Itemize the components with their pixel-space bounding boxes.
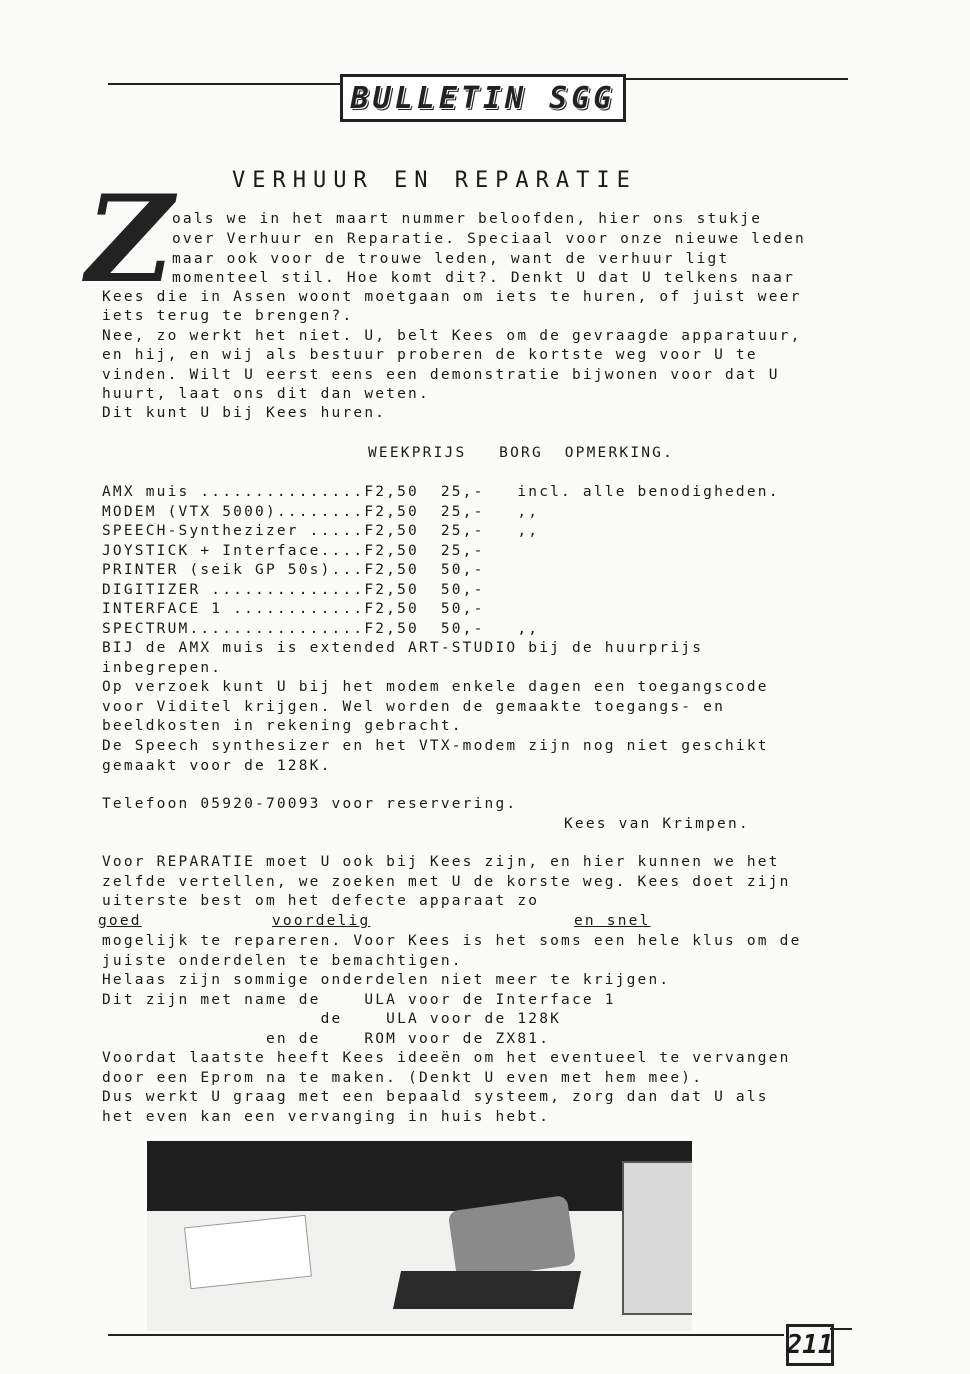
rental-row: MODEM (VTX 5000)........F2,50 25,- ,, [102,503,540,520]
photo-amx-box [622,1161,692,1315]
body-line: gemaakt voor de 128K. [102,757,332,774]
body-line: inbegrepen. [102,659,223,676]
body-line: beeldkosten in rekening gebracht. [102,718,463,735]
body-line: door een Eprom na te maken. (Denkt U even met hem mee). [102,1069,704,1086]
body-line: Helaas zijn sommige onderdelen niet meer te krijgen. [102,972,671,988]
body-line: en hij, en wij als bestuur proberen de kortste weg voor U te [102,347,758,363]
body-line: De Speech synthesizer en het VTX-modem zijn nog niet geschikt [102,738,769,754]
body-line: vinden. Wilt U eerst eens een demonstratie bijwonen voor dat U [102,367,780,383]
body-line: Dit kunt U bij Kees huren. [102,405,387,421]
table-header: WEEKPRIJS BORG OPMERKING. [368,445,675,461]
body-line: uiterste best om het defecte apparaat zo [102,893,540,909]
body-line: mogelijk te repareren. Voor Kees is het soms een hele klus om de [102,933,802,949]
footer-rule-left [108,1334,784,1336]
body-line: de ULA voor de 128K [102,1011,562,1027]
equipment-photo [147,1141,692,1331]
body-line: iets terug te brengen?. [102,308,354,324]
drop-cap: Z [86,169,174,310]
body-line: BIJ de AMX muis is extended ART-STUDIO bij de huurprijs [102,640,704,656]
rental-row: AMX muis ...............F2,50 25,- incl. alle benodigheden. [102,484,780,500]
body-line: zelfde vertellen, we zoeken met U de korste weg. Kees doet zijn [102,873,791,890]
rental-row: SPEECH-Synthezizer .....F2,50 25,- ,, [102,523,540,539]
body-line: Nee, zo werkt het niet. U, belt Kees om de gevraagde apparatuur, [102,328,802,344]
underlined-word: en snel [574,913,651,929]
underlined-word: goed [98,913,142,929]
body-line: juiste onderdelen te bemachtigen. [102,952,463,969]
body-line: huurt, laat ons dit dan weten. [102,386,430,402]
photo-paper [184,1215,312,1289]
header-rule-left [108,83,340,85]
body-line: Voor REPARATIE moet U ook bij Kees zijn, en hier kunnen we het [102,854,780,870]
rental-row: INTERFACE 1 ............F2,50 50,- [102,601,485,617]
phone-line: Telefoon 05920-70093 voor reservering. [102,796,518,812]
body-line: Kees die in Assen woont moetgaan om iets te huren, of juist weer [102,289,802,305]
rental-row: PRINTER (seik GP 50s)...F2,50 50,- [102,562,485,578]
rental-row: JOYSTICK + Interface....F2,50 25,- [102,542,485,559]
underlined-word: voordelig [272,913,371,929]
body-line: Op verzoek kunt U bij het modem enkele dagen een toegangscode [102,679,769,696]
body-line: voor Viditel krijgen. Wel worden de gemaakte toegangs- en [102,698,725,715]
body-line: momenteel stil. Hoe komt dit?. Denkt U dat U telkens naar [172,270,795,286]
rental-row: DIGITIZER ..............F2,50 50,- [102,581,485,598]
signature: Kees van Krimpen. [564,816,750,832]
bulletin-banner: BULLETIN SGG [340,74,626,122]
body-line: oals we in het maart nummer beloofden, hier ons stukje [172,211,763,227]
photo-modem [393,1271,581,1309]
article-title: VERHUUR EN REPARATIE [232,168,637,193]
body-line: Dit zijn met name de ULA voor de Interface 1 [102,991,616,1008]
page-number: 211 [786,1324,834,1366]
body-line: en de ROM voor de ZX81. [102,1030,551,1047]
rental-row: SPECTRUM................F2,50 50,- ,, [102,620,540,637]
header-rule-right [620,78,848,80]
body-line: Dus werkt U graag met een bepaald systeem, zorg dan dat U als [102,1089,769,1105]
body-line: maar ook voor de trouwe leden, want de verhuur ligt [172,251,730,267]
body-line: Voordat laatste heeft Kees ideeën om het eventueel te vervangen [102,1050,791,1066]
body-line: het even kan een vervanging in huis hebt. [102,1108,551,1125]
body-line: over Verhuur en Reparatie. Speciaal voor onze nieuwe leden [172,231,806,247]
